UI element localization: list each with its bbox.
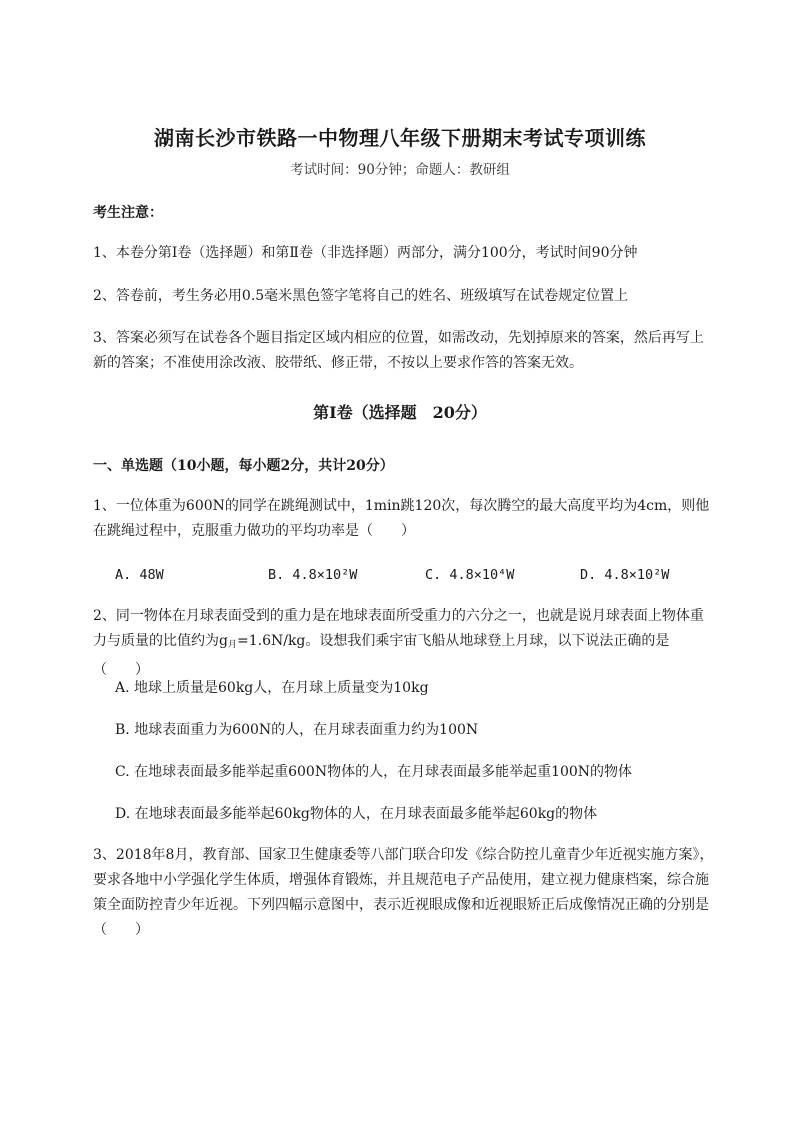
note-item-3: 3、答案必须写在试卷各个题目指定区域内相应的位置，如需改动，先划掉原来的答案，然后再写上新的答案；不准使用涂改液、胶带纸、修正带，不按以上要求作答的答案无效。 [93, 330, 704, 371]
question-2-option-a: A. 地球上质量是60kg人，在月球上质量变为10kg [115, 680, 429, 696]
question-1-option-c: C. 4.8×10⁴W [425, 567, 515, 583]
notes-heading: 考生注意： [93, 205, 163, 221]
question-1-option-a: A. 48W [115, 567, 164, 583]
question-2-option-c: C. 在地球表面最多能举起重600N物体的人，在月球表面最多能举起重100N的物体 [115, 764, 633, 780]
note-item-2: 2、答卷前，考生务必用0.5毫米黑色签字笔将自己的姓名、班级填写在试卷规定位置上 [93, 288, 629, 304]
question-3-stem: 3、2018年8月，教育部、国家卫生健康委等八部门联合印发《综合防控儿童青少年近视实施方案》，要求各地中小学强化学生体质，增强体育锻炼，并且规范电子产品使用，建立视力健康档案，综合施策全面防控青少年近视。下列四幅示意图中，表示近视眼成像和近视眼矫正后成像情况正确的分别是（ ） [93, 847, 714, 938]
question-1-option-b: B. 4.8×10²W [268, 567, 358, 583]
question-2-option-b: B. 地球表面重力为600N的人，在月球表面重力约为100N [115, 722, 479, 738]
note-item-1: 1、本卷分第I卷（选择题）和第Ⅱ卷（非选择题）两部分，满分100分，考试时间90分钟 [93, 245, 638, 261]
question-1-option-d: D. 4.8×10²W [580, 567, 670, 583]
subsection-heading: 一、单选题（10小题，每小题2分，共计20分） [93, 458, 394, 474]
exam-info: 考试时间：90分钟；命题人：教研组 [290, 162, 510, 178]
page-title: 湖南长沙市铁路一中物理八年级下册期末考试专项训练 [154, 126, 646, 150]
question-2-stem-part-2: =1.6N/kg。设想我们乘宇宙飞船从地球登上月球，以下说法正确的是（ ） [93, 633, 670, 678]
question-2-stem-subscript: 月 [227, 640, 237, 650]
section-title: 第I卷（选择题 20分） [313, 403, 487, 422]
question-1-stem: 1、一位体重为600N的同学在跳绳测试中，1min跳120次，每次腾空的最大高度平均为4cm，则他在跳绳过程中，克服重力做功的平均功率是（ ） [93, 498, 710, 539]
question-2-option-d: D. 在地球表面最多能举起60kg物体的人，在月球表面最多能举起60kg的物体 [115, 806, 598, 822]
question-2-stem-part-1: 2、同一物体在月球表面受到的重力是在地球表面所受重力的六分之一，也就是说月球表面上物体重力与质量的比值约为g [93, 608, 704, 649]
question-2-stem [93, 604, 713, 683]
